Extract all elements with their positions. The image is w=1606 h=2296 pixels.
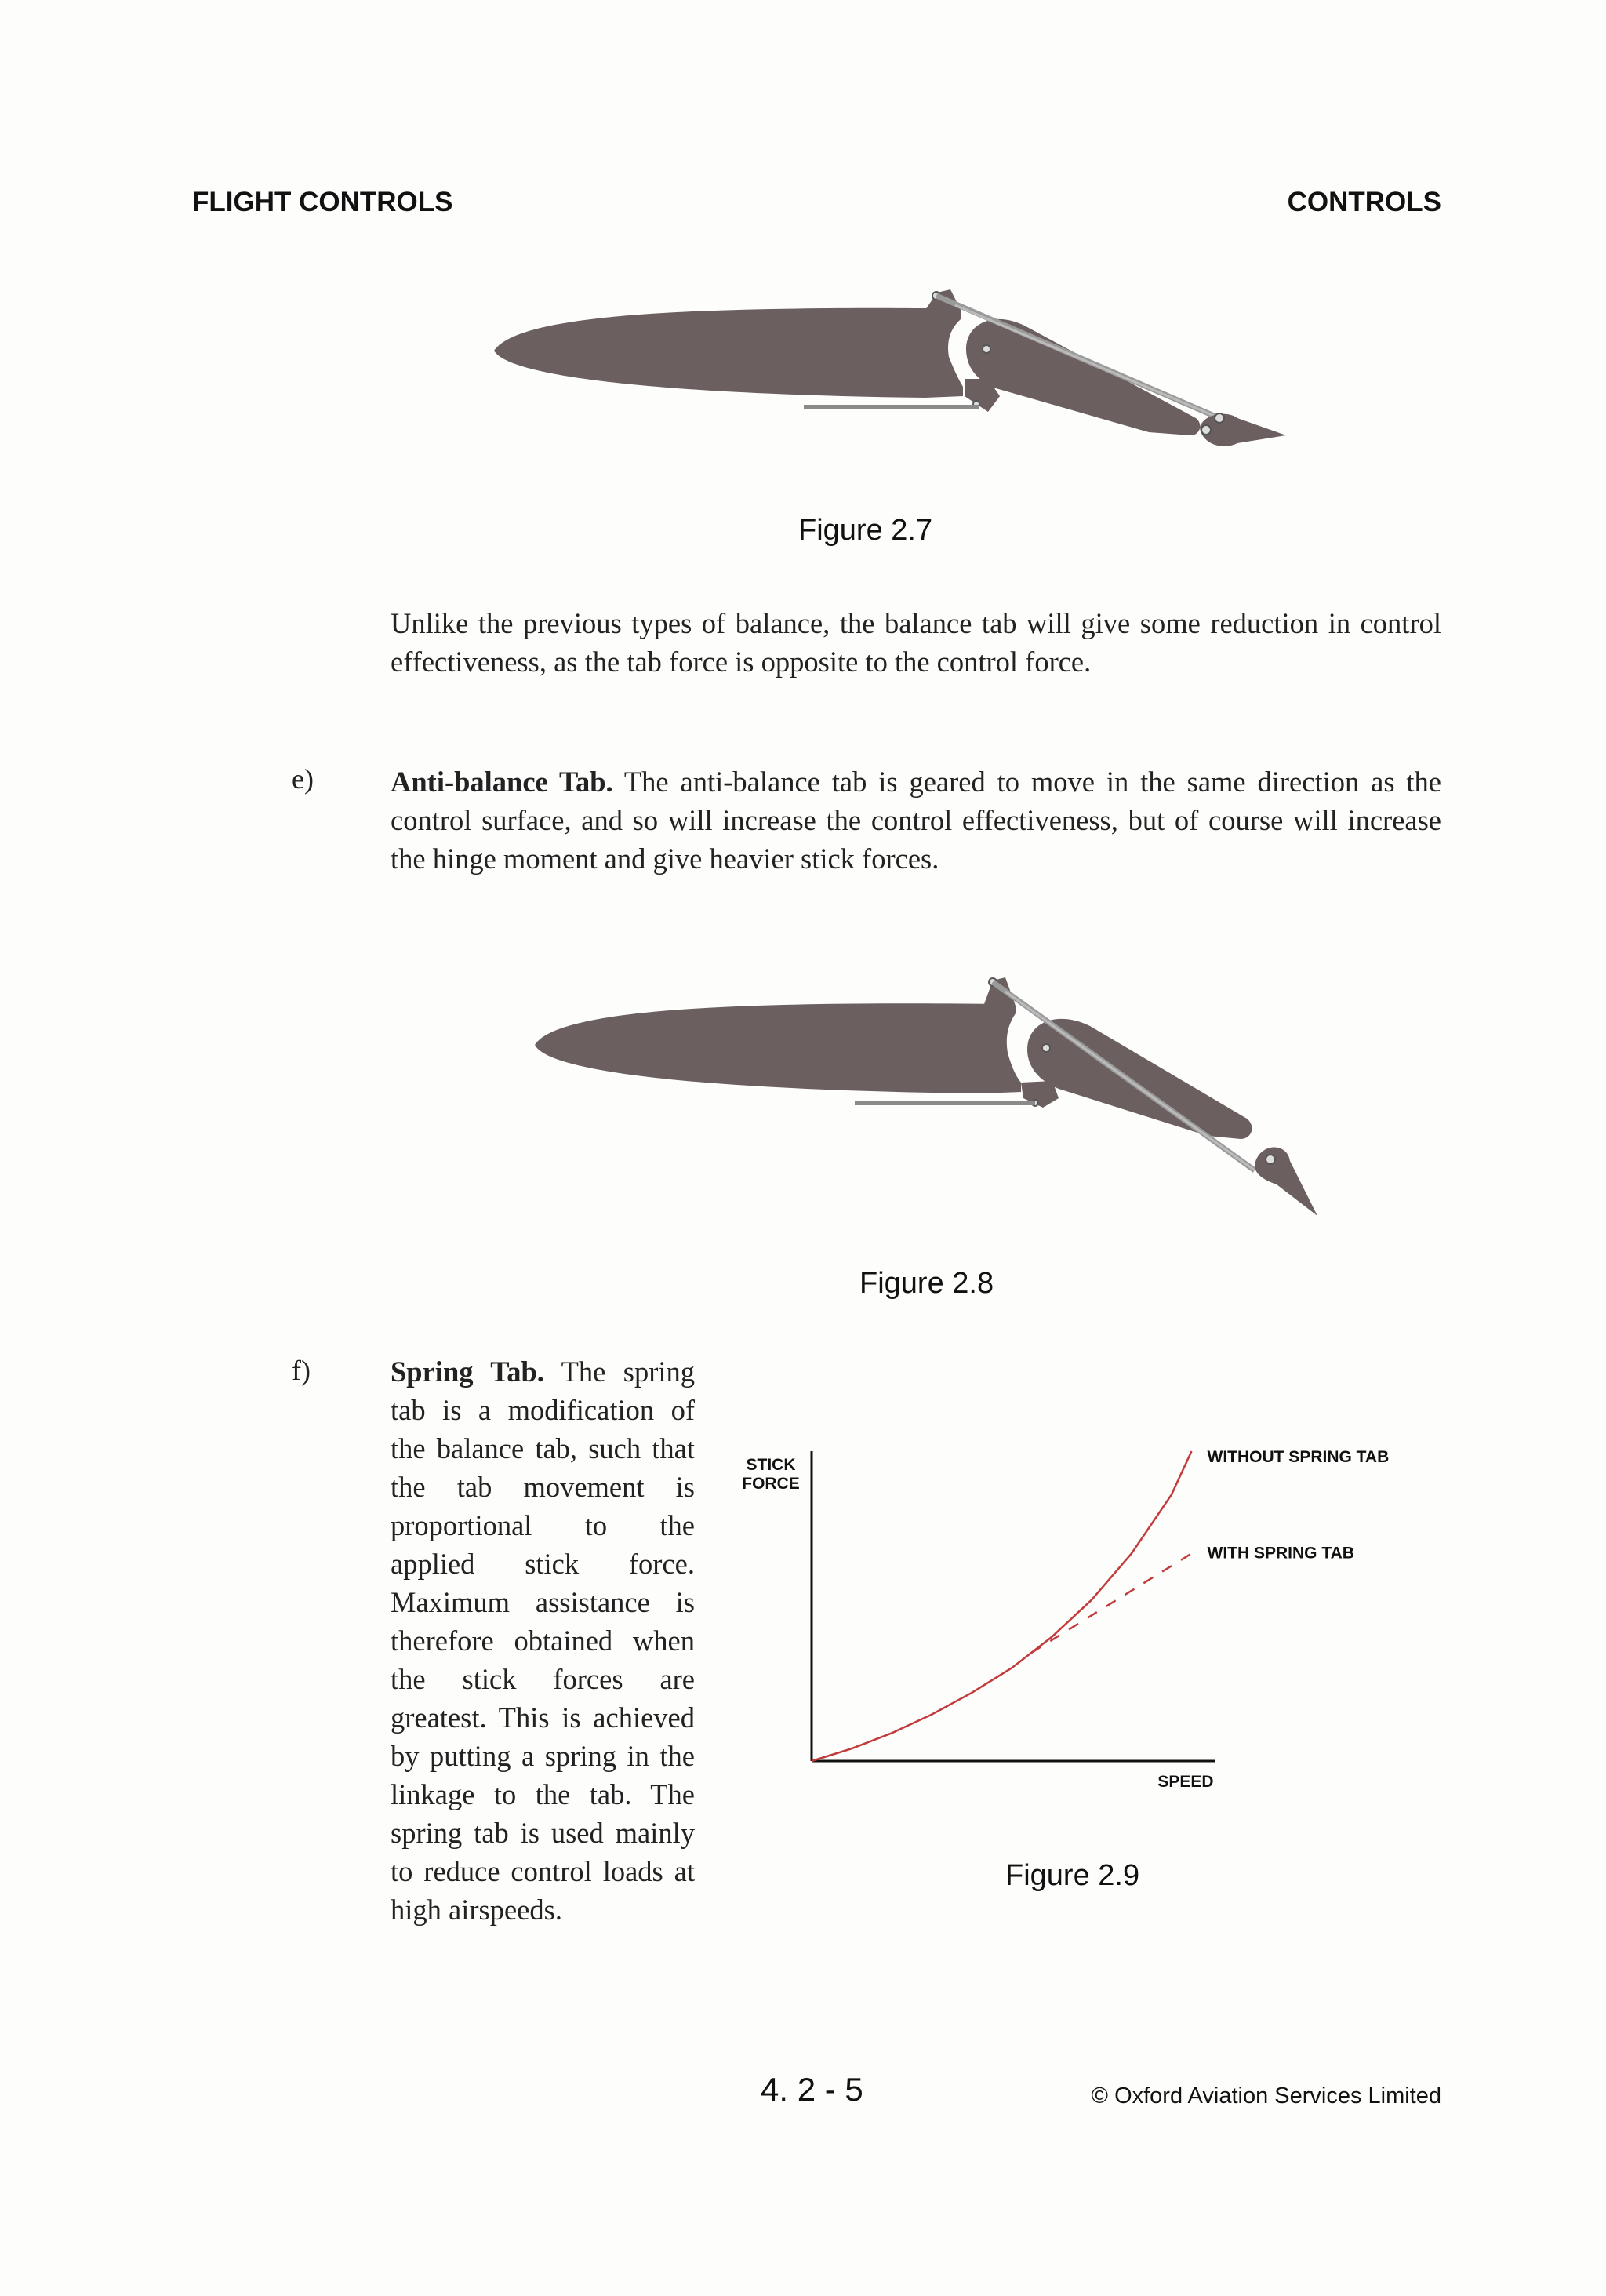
anti-balance-text: The anti-balance tab is geared to move in the same direction as the control surface, and so will increase the control effectiveness, but of course will increase the hinge moment and give heavier stick forces. — [391, 766, 1442, 875]
anti-balance-tab — [1255, 1147, 1317, 1216]
control-surface — [966, 319, 1200, 435]
spring-tab-heading: Spring Tab. — [391, 1355, 544, 1388]
anti-balance-paragraph — [391, 762, 1441, 878]
x-axis-label: SPEED — [1157, 1773, 1214, 1791]
header-right-title: CONTROLS — [1287, 187, 1441, 217]
main-airfoil — [535, 1003, 1021, 1093]
main-airfoil — [494, 308, 963, 398]
figure-2-7-diagram — [486, 278, 1302, 467]
figure-2-9-chart — [737, 1435, 1427, 1796]
item-marker-e: e) — [292, 763, 314, 795]
y-axis-label: STICK — [746, 1456, 796, 1474]
figure-2-8-diagram — [525, 965, 1341, 1232]
figure-2-8-caption: Figure 2.8 — [859, 1267, 994, 1300]
figure-2-7-caption: Figure 2.7 — [798, 514, 933, 547]
copyright-notice: © Oxford Aviation Services Limited — [1091, 2083, 1441, 2109]
y-axis-label-2: FORCE — [742, 1475, 800, 1493]
balance-note-paragraph: Unlike the previous types of balance, the balance tab will give some reduction in control effectiveness, as the tab force is opposite to the control force. — [391, 607, 1441, 678]
anti-balance-heading: Anti-balance Tab. — [391, 766, 613, 798]
page-number: 4. 2 - 5 — [761, 2071, 863, 2108]
header-left-title: FLIGHT CONTROLS — [192, 187, 453, 217]
figure-2-9-caption: Figure 2.9 — [1005, 1859, 1140, 1892]
spring-tab-text: The spring tab is a modification of the balance tab, such that the tab movement is proportional to the applied stick force. Maximum assistance is therefore obtained when the stick forces are greatest. This is achieved by putting a spring in the linkage to the tab. The spring tab is used mainly to reduce control loads at high airspeeds. — [391, 1355, 696, 1926]
control-surface — [1027, 1019, 1252, 1139]
item-marker-f: f) — [292, 1355, 311, 1386]
series-label-with-spring-tab: WITH SPRING TAB — [1207, 1544, 1354, 1563]
balance-tab — [1200, 414, 1286, 446]
spring-tab-paragraph — [391, 1352, 695, 1929]
series-line-without-spring-tab — [812, 1451, 1192, 1761]
series-line-with-spring-tab — [1032, 1553, 1192, 1652]
series-label-without-spring-tab: WITHOUT SPRING TAB — [1207, 1448, 1390, 1466]
